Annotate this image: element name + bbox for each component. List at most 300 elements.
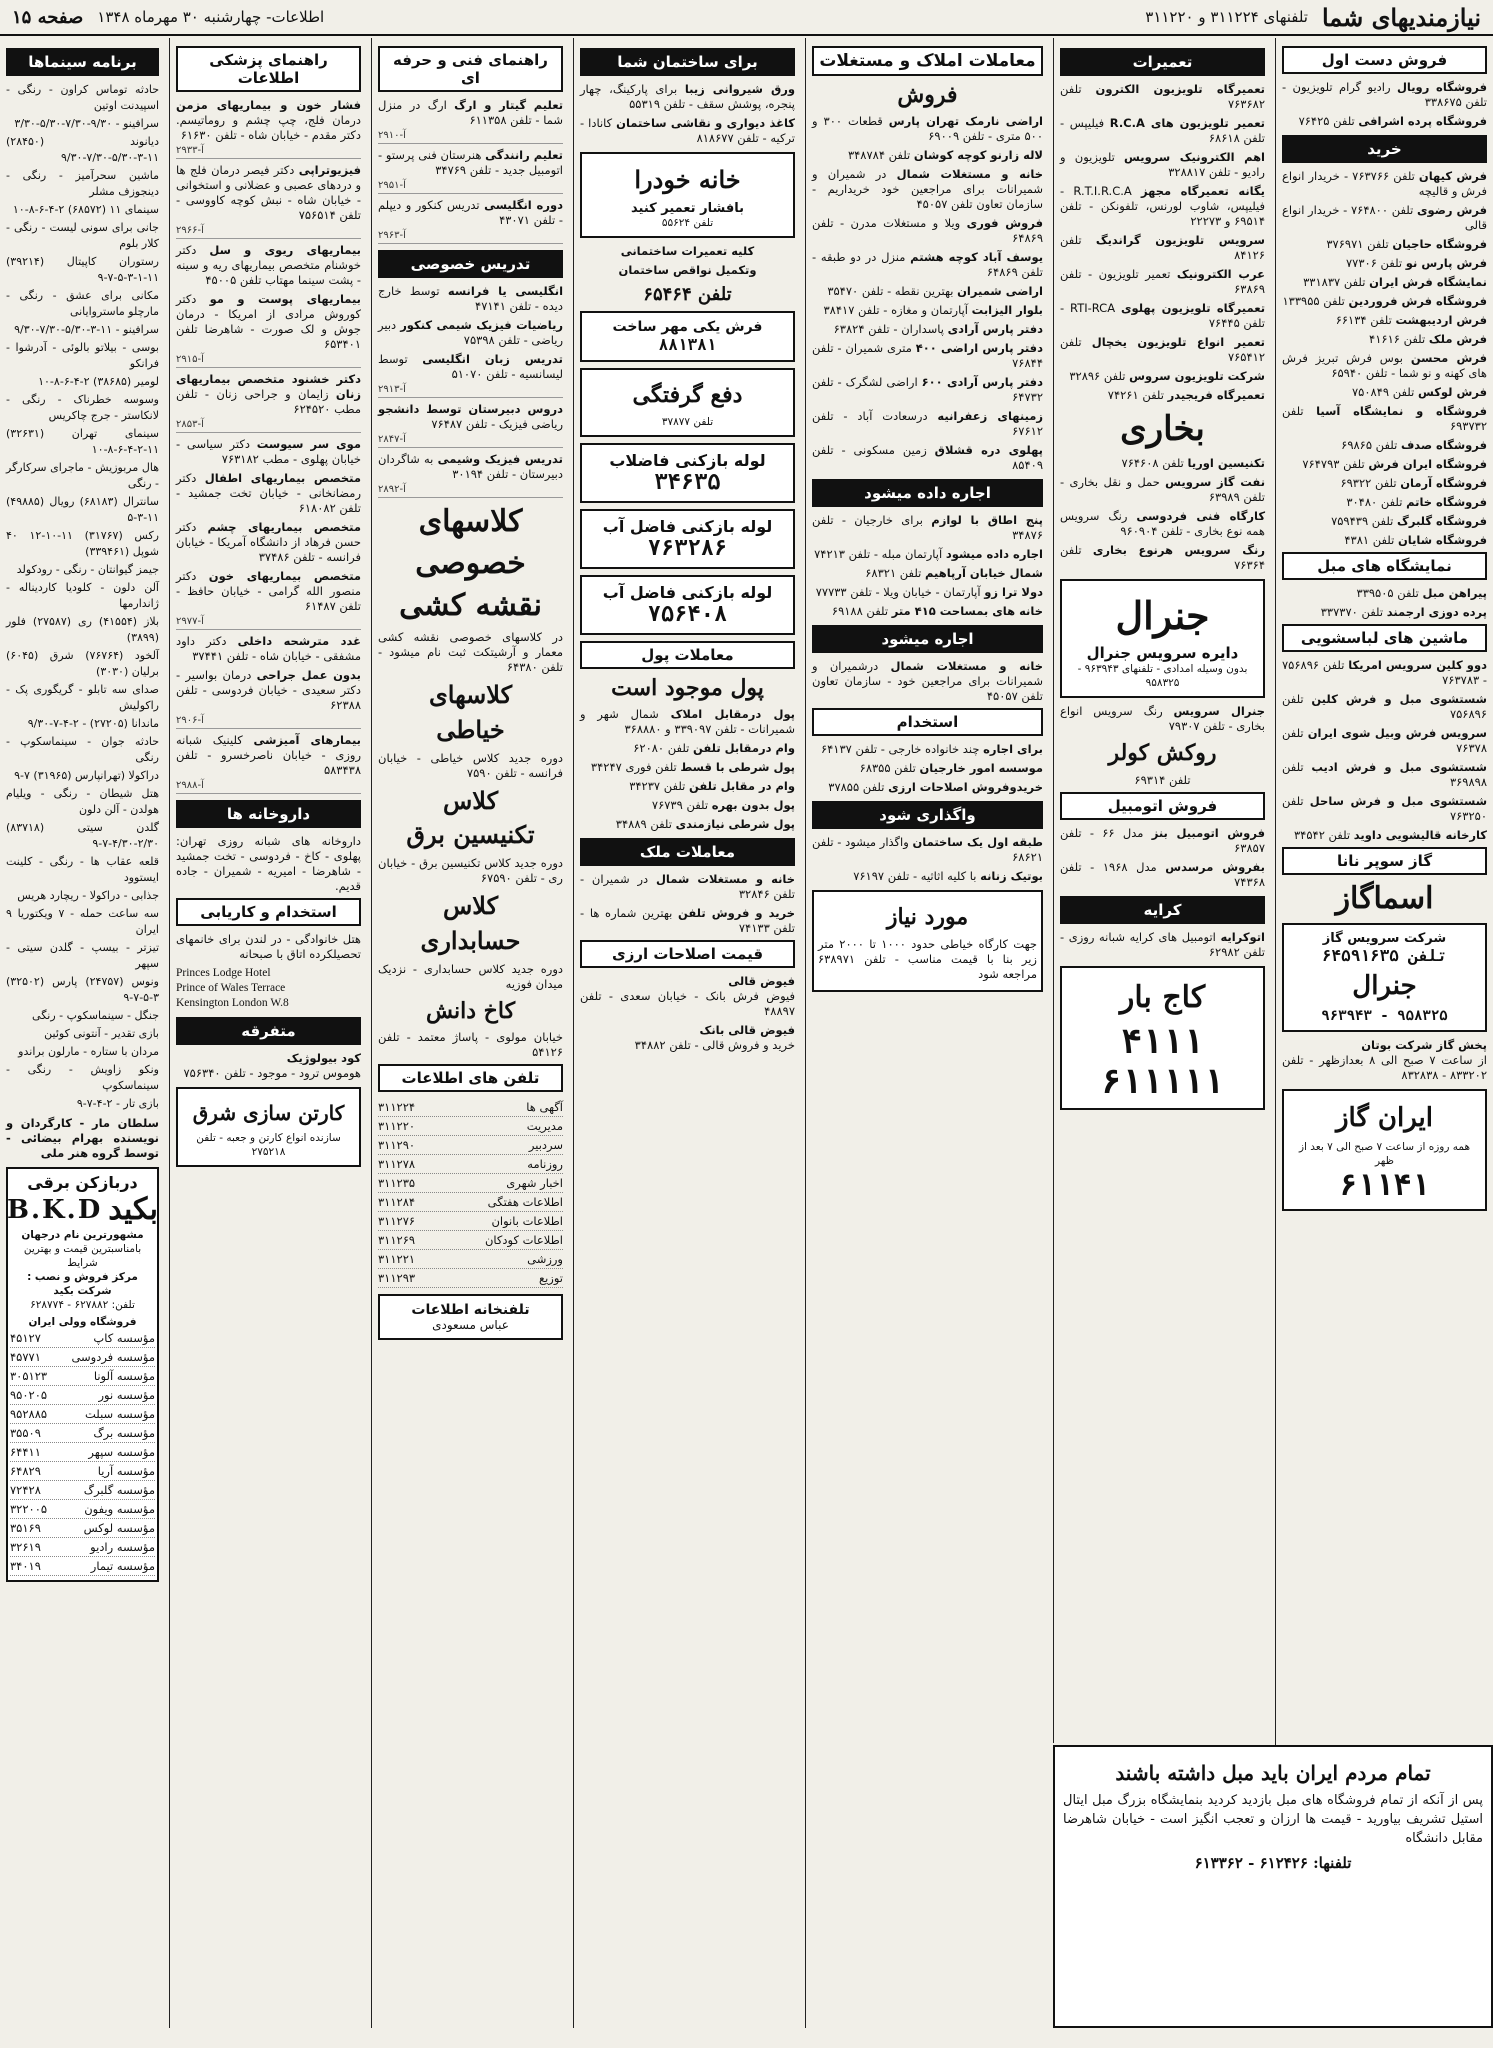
drain-phone-2: ۷۶۳۲۸۶ <box>647 535 728 561</box>
rent-out-ad-body: تلفن ۶۸۳۲۱ <box>865 566 922 581</box>
heater-ad <box>1060 475 1265 505</box>
rent-out-ad-body: آپارتمان مبله - تلفن ۷۴۲۱۳ <box>814 547 943 562</box>
real-estate-ad-title: فروش فوری <box>966 216 1044 231</box>
carpet-buy-ad-title: فرش کیهان <box>1418 169 1487 183</box>
carpet-buy-ad-body: تلفن ۷۶۳۷۶۶ - خریدار انواع فرش و قالیچه <box>1282 169 1487 198</box>
rent-out-ad-title: خانه های بمساحت ۴۱۵ متر <box>891 604 1043 619</box>
carpet-buy-ad-body: تلفن ۷۵۰۸۴۹ <box>1352 385 1415 399</box>
tutoring-ad-ref: ۲۸۹۲-آ <box>378 484 563 498</box>
carpet-buy-ad-body: تلفن ۷۶۴۷۹۳ <box>1302 457 1365 471</box>
home-repair-title: خانه خودرا <box>634 165 741 194</box>
furniture-ad-body: تلفن ۳۳۹۵۰۵ <box>1356 586 1419 600</box>
real-estate-ad-body: زمین مسکونی - تلفن ۸۵۴۰۹ <box>812 443 1043 473</box>
phonebook-row <box>378 1250 563 1269</box>
cinema-listing: هتل شیطان - رنگی - ویلیام هولدن - آلن دلون <box>6 787 159 816</box>
cinema-listing: سه ساعت حمله - ۷ ویکتوریا ۹ ایران <box>6 907 160 936</box>
carpet-buy-ad-title: فروشگاه خاتم <box>1406 495 1487 509</box>
real-estate-ad <box>812 303 1043 318</box>
agent-phone: ۷۲۴۲۸ <box>10 1483 41 1497</box>
bank-title: فیوض قالی بانک <box>699 1023 795 1038</box>
medical-ad-ref: ۲۹۷۷-آ <box>176 616 361 630</box>
carpet-buy-ad <box>1282 351 1487 381</box>
building-ad-body: کانادا - ترکیه - تلفن ۸۱۸۶۷۷ <box>580 116 795 145</box>
general-service-body: رنگ سرویس انواع بخاری - تلفن ۷۹۳۰۷ <box>1060 704 1265 734</box>
real-estate-ad-title: دفتر پارس آرادی <box>947 322 1043 337</box>
real-estate-ad-title: زمینهای زعفرانیه <box>937 409 1044 424</box>
agent-phone: ۳۲۶۱۹ <box>10 1540 41 1554</box>
sell-ad-body: تلفن ۷۶۴۲۵ <box>1298 114 1355 128</box>
medical-ad <box>176 569 361 614</box>
phonebook-phone: ۳۱۱۲۲۱ <box>378 1252 416 1267</box>
repair-ad-body: R.T.I.R.C.A - فیلیپس، شاوب لورنس، تلفونکن - تلفن ۶۹۵۱۴ و ۲۲۲۷۳ <box>1060 184 1265 228</box>
class-note-2: دوره جدید کلاس خیاطی - خیابان فرانسه - تلفن ۷۵۹۰ <box>378 750 563 780</box>
medical-ad-body: دکتر داود مشفقی - خیابان شاه - تلفن ۳۷۴۴۱ <box>176 634 361 663</box>
wash-ad-body: تلفن ۳۴۵۴۲ <box>1293 828 1351 842</box>
carpet-buy-ad-title: فرش ملک <box>1428 332 1487 346</box>
cinema-listing: سینمای تهران (۳۲۶۳۱) ۱۱-۲-۴-۶-۸-۱۰ <box>6 427 159 456</box>
agent-phone: ۳۵۵۰۹ <box>10 1426 41 1440</box>
cinema-listing: هال مربوزیش - ماجرای سرکارگر - رنگی <box>6 461 159 490</box>
carpet-buy-ad-body: تلفن ۳۳۱۸۳۷ <box>1303 275 1366 289</box>
phonebook-phone: ۳۱۱۲۹۰ <box>378 1138 416 1153</box>
property-ad-body: بهترین شماره ها - تلفن ۷۴۱۳۳ <box>580 906 795 936</box>
repair-ad-body: تلفن ۷۶۳۶۸۲ <box>1060 82 1265 111</box>
repair-ad-body: RTI-RCA - تلفن ۷۶۴۴۵ <box>1060 301 1265 330</box>
employment-ad-title: برای اجاره <box>983 742 1043 757</box>
rent-out-ad-body: برای خارجیان - تلفن ۳۴۸۷۶ <box>812 513 1043 543</box>
kaj-bar-title: کاج بار <box>1119 979 1206 1015</box>
carpet-buy-ad <box>1282 332 1487 347</box>
money-ad-body: شمال شهر و شمیرانات - تلفن ۳۳۹۰۹۷ و ۳۶۸۸۸۰ <box>580 707 795 737</box>
carpet-buy-ad-title: فروشگاه و نمایشگاه آسیا <box>1316 404 1487 418</box>
class-note-3: دوره جدید کلاس تکنیسین برق - خیابان ری - تلفن ۶۷۵۹۰ <box>378 856 563 886</box>
needs-title: نیازمندیهای شما <box>1321 2 1481 32</box>
repair-ad-title: عرب الکترونیک <box>1176 267 1265 281</box>
repairs-header: تعمیرات <box>1060 48 1265 76</box>
tutoring-ad-body: ریاضی فیزیک - تلفن ۷۶۴۸۷ <box>431 417 563 431</box>
repair-ad-body: تلفن ۷۴۲۶۱ <box>1107 388 1164 402</box>
phonebook-row <box>378 1136 563 1155</box>
sell-ad-title: فروشگاه رویال <box>1396 80 1487 94</box>
carpet-header: قیمت اصلاحات ارزی <box>580 940 795 968</box>
building-ad-title: ورق شیروانی زیبا <box>684 82 795 96</box>
carton-title: کارتن سازی شرق <box>192 1101 345 1125</box>
building-repair-body: وتکمیل نواقص ساختمان <box>618 262 757 277</box>
rent-out-header: اجاره داده میشود <box>812 479 1043 507</box>
phonebook-row <box>378 1193 563 1212</box>
repair-ad <box>1060 335 1265 365</box>
phonebook-row <box>378 1117 563 1136</box>
pest-title: دفع گرفتگی <box>632 382 743 409</box>
agent-row <box>10 1500 155 1519</box>
cinema-listing: رکس (۳۱۷۶۷) ۱۱-۱۰-۱۲ ۴۰ شوپل (۳۳۹۴۶۱) <box>6 529 159 558</box>
medical-ad <box>176 98 361 143</box>
real-estate-ad <box>812 409 1043 439</box>
cooler-body: تلفن ۶۹۳۱۴ <box>1134 772 1191 787</box>
carpet-body: فیوض فرش بانک - خیابان سعدی - تلفن ۴۸۸۹۷ <box>580 989 795 1019</box>
medical-ad-title: متخصص بیماریهای اطفال <box>204 471 361 485</box>
real-estate-ad-title: دفتر پارس اراضی ۴۰۰ <box>915 341 1043 356</box>
repair-ad-title: تعمیرگاه فریجیدر <box>1167 388 1265 402</box>
medical-ad-ref: ۲۹۶۶-آ <box>176 225 361 239</box>
medical-ad-body: درمان بواسیر - دکتر سعیدی - خیابان فردوسی - تلفن ۶۲۳۸۸ <box>176 668 361 712</box>
column-buy-sell <box>1275 38 1493 2028</box>
bkd-line-1: مشهورترین نام درجهان <box>21 1229 144 1241</box>
repair-ad <box>1060 184 1265 229</box>
transfer-ad <box>812 835 1043 865</box>
carpet-buy-ad-title: فرش پارس نو <box>1405 256 1487 270</box>
real-estate-ad-title: بلوار الیزابت <box>971 303 1043 318</box>
phonebook-name: اخبار شهری <box>506 1176 563 1191</box>
general-gas-title: جنرال <box>1352 971 1417 1001</box>
carpet-buy-ad <box>1282 457 1487 472</box>
real-estate-ad <box>812 375 1043 405</box>
iran-gas-title: ایران گاز <box>1335 1103 1434 1134</box>
carpet-buy-ad-body: تلفن ۷۵۹۴۳۹ <box>1331 514 1394 528</box>
phonebook-name: اطلاعات هفتگی <box>487 1195 563 1210</box>
general-title: جنرال <box>1115 592 1210 638</box>
needed-body: جهت کارگاه خیاطی حدود ۱۰۰۰ تا ۲۰۰۰ متر زیر بنا با قیمت مناسب - تلفن ۶۳۸۹۷۱ مراجعه شود <box>818 936 1037 981</box>
class-title-2: خصوصی <box>415 546 526 581</box>
hotel-english-1: Princes Lodge Hotel <box>176 967 271 979</box>
property-ad-title: خرید و فروش تلفن <box>678 906 795 921</box>
column-repairs <box>1053 38 1271 1743</box>
wash-ad-body: تلفن ۷۵۶۸۹۶ <box>1282 692 1487 721</box>
cinema-listing: قلعه عقاب ها - رنگی - کلینت ایستوود <box>6 855 159 884</box>
column-medical <box>169 38 367 2028</box>
car-rent-ad-title: اتوکرایه <box>1220 929 1265 944</box>
carpet-buy-ad-title: فروشگاه گلبرگ <box>1397 514 1487 528</box>
gas-service-title: شرکت سرویس گاز <box>1322 931 1447 946</box>
stamp-phone: ۸۸۱۳۸۱ <box>658 335 717 355</box>
agent-row <box>10 1443 155 1462</box>
column-building <box>573 38 801 2028</box>
agent-row <box>10 1557 155 1576</box>
car-rent-ad-body: اتومبیل های کرایه شبانه روزی - تلفن ۶۲۹۸۲ <box>1060 929 1265 959</box>
money-title: پول موجود است <box>611 674 764 701</box>
real-estate-ad-body: در شمیران و شمیرانات برای مراجعین خود خریداریم - سازمان تعاون تلفن ۴۵۰۵۷ <box>812 167 1043 212</box>
tutoring-header: تدریس خصوصی <box>378 250 563 278</box>
real-estate-ad <box>812 322 1043 337</box>
repair-ad-title: اهم الکترونیک سرویس <box>1124 150 1265 164</box>
wash-ad <box>1282 658 1487 688</box>
carpet-buy-ad-body: بوس فرش تبریز فرش های کهنه و نو شما - تلفن ۶۵۹۴۰ <box>1282 351 1487 380</box>
carpet-buy-ad <box>1282 385 1487 400</box>
medical-ad-title: بیماریهای ریوی و سل <box>209 243 361 257</box>
agent-row <box>10 1329 155 1348</box>
carpet-buy-ad-body: تلفن ۷۷۳۰۶ <box>1345 256 1403 270</box>
telephone-exchange-title: تلفنخانه اطلاعات <box>411 1302 530 1319</box>
general-service-ad <box>1060 704 1265 734</box>
employment-ad-title: خریدوفروش اصلاحات ارزی <box>888 780 1043 795</box>
cinema-listing: بوسی - بیلاتو بالوئی - آدرشوا - فرانکو <box>6 341 159 370</box>
needed-title: مورد نیاز <box>886 904 969 931</box>
repair-ad-body: تلفن ۷۶۵۴۱۲ <box>1060 335 1265 364</box>
pharmacy-text: داروخانه های شبانه روزی تهران: پهلوی - کاخ - فردوسی - تخت جمشید - شاهرضا - امیریه - شمیران - جاده قدیم. <box>176 834 361 893</box>
wash-ad-title: کارخانه قالیشویی داوید <box>1353 828 1487 842</box>
repair-ad-title: تعمیر تلویزیون های R.C.A <box>1109 116 1266 130</box>
education-ad-body: ارگ در منزل شما - تلفن ۶۱۱۳۵۸ <box>378 98 563 127</box>
carpet-buy-ad-title: فروشگاه صدف <box>1400 438 1487 452</box>
wash-ad-body: تلفن ۷۶۳۷۸ <box>1282 726 1487 755</box>
cinema-listing: ماندانا (۲۷۲۰۵) - ۲-۴-۷-۹/۳۰ <box>27 717 159 730</box>
real-estate-ad <box>812 443 1043 473</box>
tutoring-ad-body: به شاگردان دبیرستان - تلفن ۳۰۱۹۴ <box>378 452 563 481</box>
cinema-listing: بازی تقدیر - آنتونی کوئین <box>44 1027 159 1040</box>
tutoring-ad-ref: ۲۸۴۷-آ <box>378 434 563 448</box>
pharmacy-header: داروخانه ها <box>176 800 361 828</box>
rent-out-ad <box>812 585 1043 600</box>
general-ad <box>1060 579 1265 699</box>
tutoring-ad <box>378 284 563 314</box>
real-estate-ad <box>812 250 1043 280</box>
class-title-1: کلاسهای <box>418 504 523 539</box>
wash-ad-title: شستشوی مبل و فرش ساحل <box>1309 794 1488 808</box>
heater-title: بخاری <box>1120 409 1205 449</box>
medical-ad <box>176 733 361 778</box>
cinema-footer-note: سلطان مار - کارگردان و نویسنده بهرام بیضائی - توسط گروه هنر ملی <box>6 1116 159 1160</box>
real-estate-ad <box>812 114 1043 144</box>
carpet-buy-ad <box>1282 203 1487 233</box>
education-ad <box>378 198 563 228</box>
real-estate-ad-title: لاله زارنو کوچه کوشان <box>913 148 1043 163</box>
rent-in-ad-title: خانه و مستغلات شمال <box>890 659 1043 674</box>
medical-ad-body: دکتر حسن فرهاد از دانشگاه آمریکا - خیابان فرانسه - تلفن ۳۷۴۸۶ <box>176 520 361 564</box>
agent-name: مؤسسه نور <box>98 1388 155 1402</box>
agent-row <box>10 1367 155 1386</box>
medical-ad-ref: ۲۹۰۶-آ <box>176 715 361 729</box>
carpet-buy-ad-body: تلفن ۴۳۸۱ <box>1344 533 1395 547</box>
real-estate-ad-body: اراضی لشگرک - تلفن ۶۴۷۳۲ <box>812 375 1043 405</box>
repair-ad <box>1060 82 1265 112</box>
money-ad <box>580 741 795 756</box>
iran-gas-note: همه روزه از ساعت ۷ صبح الی ۷ بعد از ظهر <box>1298 1141 1471 1168</box>
transfer-ad-title: طبقه اول یک ساختمان <box>912 835 1044 850</box>
car-sale-header: فروش اتومبیل <box>1060 792 1265 820</box>
column-real-estate <box>805 38 1049 2028</box>
real-estate-ad-body: تلفن ۳۴۸۷۸۴ <box>847 148 911 163</box>
repair-ad <box>1060 233 1265 263</box>
medical-ad <box>176 520 361 565</box>
bkd-phone-label: تلفن: <box>111 1299 135 1311</box>
real-estate-ad <box>812 216 1043 246</box>
car-sale-ad-title: بفروش مرسدس <box>1165 859 1265 874</box>
real-estate-ad <box>812 167 1043 212</box>
agent-row <box>10 1481 155 1500</box>
education-header: راهنمای فنی و حرفه ای <box>378 46 563 92</box>
rent-in-header: اجاره میشود <box>812 625 1043 653</box>
building-header: برای ساختمان شما <box>580 48 795 76</box>
medical-ad-title: بدون عمل جراحی <box>256 668 361 682</box>
medical-ad-title: غدد مترشحه داخلی <box>237 634 361 648</box>
heater-ad-body: حمل و نقل بخاری - تلفن ۶۳۹۸۹ <box>1060 474 1265 504</box>
heater-ad-title: تکنیسین اوریا <box>1187 455 1265 470</box>
money-ad <box>580 798 795 813</box>
building-ad-body: برای پارکینگ، چهار پنجره، پوشش سقف - تلفن ۵۵۳۱۹ <box>580 82 795 111</box>
medical-ad-title: فیزیوتراپی <box>298 163 361 177</box>
rent-out-ad-title: شمال خیابان آرپاهیم <box>925 566 1043 581</box>
botan-title: پخش گاز شرکت بوتان <box>1361 1038 1487 1053</box>
money-ad-title: وام در مقابل تلفن <box>689 779 795 794</box>
building-ad <box>580 116 795 146</box>
agent-row <box>10 1424 155 1443</box>
real-estate-ad-body: متری شمیران - تلفن ۷۶۸۴۴ <box>812 341 1043 371</box>
phonebook-phone: ۳۱۱۲۲۰ <box>378 1119 416 1134</box>
phonebook-name: روزنامه <box>527 1157 563 1172</box>
money-ad <box>580 779 795 794</box>
medical-ad-body: دکتر کوروش مرادی از امریکا - درمان جوش و لک صورت - شاهرضا تلفن ۶۵۳۴۰۱ <box>176 292 361 351</box>
heater-ad-body: تلفن ۷۶۴۶۰۸ <box>1121 455 1184 470</box>
agent-phone: ۹۵۲۸۸۵ <box>10 1407 48 1421</box>
cinema-listing: بلاز (۴۱۵۵۴) ری (۲۷۵۸۷) فلور (۳۸۹۹) <box>6 615 160 644</box>
fertilizer-ad <box>176 1051 361 1081</box>
kaj-bar-ad <box>1060 966 1265 1110</box>
wash-header: ماشین های لباسشویی <box>1282 624 1487 652</box>
drain-title-2: لوله بازکنی فاضل آب <box>602 516 773 536</box>
medical-ad-body: دکتر منصور الله گرامی - خیابان حافظ - تلفن ۶۱۴۸۷ <box>176 569 361 613</box>
carpet-buy-ad-body: تلفن ۷۶۴۸۰۰ - خریدار انواع قالی <box>1282 203 1487 232</box>
rent-out-ad <box>812 604 1043 619</box>
drain-ad-3 <box>580 575 795 635</box>
rent-out-ad-body: تلفن ۶۹۱۸۸ <box>831 604 889 619</box>
repair-ad <box>1060 267 1265 297</box>
repair-ad-body: تلفن ۳۲۸۹۶ <box>1069 369 1126 383</box>
fertilizer-title: کود بیولوژیک <box>286 1051 361 1065</box>
sell-ad <box>1282 80 1487 110</box>
agent-phone: ۴۵۷۷۱ <box>10 1350 41 1364</box>
home-repair-sub: بافشار تعمیر کنید <box>631 200 744 216</box>
tutoring-ad-body: توسط لیسانسیه - تلفن ۵۱۰۷۰ <box>378 352 563 381</box>
medical-ad <box>176 163 361 223</box>
money-ad-body: تلفن فوری ۳۴۲۴۷ <box>590 760 677 775</box>
real-estate-ad-title: پهلوی دره قشلاق <box>934 443 1044 458</box>
cinema-listing: تیزتر - بیسپ - گلدن سیتی - سپهر <box>6 941 159 970</box>
furniture-ad-title: پرده دوزی ارجمند <box>1386 605 1487 619</box>
accounting-title-1: کلاس <box>442 891 499 921</box>
needs-phones: تلفنهای ۳۱۱۲۲۴ و ۳۱۱۲۲۰ <box>1145 8 1308 26</box>
tailoring-title-1: کلاسهای <box>428 680 512 709</box>
education-ad-title: دوره انگلیسی <box>484 198 563 212</box>
wash-ad <box>1282 794 1487 824</box>
telephone-exchange-body: عباس مسعودی <box>432 1318 509 1333</box>
wash-ad-body: تلفن ۷۵۶۸۹۶ - ۷۶۳۷۸۳ <box>1282 658 1487 687</box>
cinema-listing: دیانوند (۲۸۴۵۰) ۱۱-۳-۵/۳۰-۷/۳۰-۹/۳۰ <box>6 135 159 164</box>
carpet-buy-ad-title: فرش اردیبهشت <box>1395 313 1487 327</box>
phonebook-name: اطلاعات بانوان <box>491 1214 563 1229</box>
phonebook-phone: ۳۱۱۲۲۴ <box>378 1100 416 1115</box>
repair-ad-body: تعمیر تلویزیون - تلفن ۶۳۸۶۹ <box>1060 267 1265 296</box>
carpet-buy-ad-body: تلفن ۶۹۸۶۵ <box>1341 438 1398 452</box>
sell-ad-title: فروشگاه پرده اشرافی <box>1358 114 1487 128</box>
bank-body: خرید و فروش قالی - تلفن ۳۴۸۸۲ <box>634 1038 795 1053</box>
repair-ad <box>1060 369 1265 384</box>
drain-phone-3: ۷۵۶۴۰۸ <box>647 601 728 627</box>
botan-ad <box>1282 1038 1487 1083</box>
phonebook-phone: ۳۱۱۲۸۴ <box>378 1195 416 1210</box>
tutoring-ad-title: تدریس فیزیک وشیمی <box>437 452 563 466</box>
cinema-listing: سانترال (۶۸۱۸۳) رویال (۴۹۸۸۵) ۱۱-۳-۵ <box>6 495 160 524</box>
agent-phone: ۹۵۰۲۰۵ <box>10 1388 48 1402</box>
carpet-buy-ad-body: تلفن ۴۱۶۱۶ <box>1369 332 1426 346</box>
real-estate-ad-body: منزل در دو طبقه - تلفن ۶۴۸۶۹ <box>812 250 1043 280</box>
tutoring-ad-title: انگلیسی یا فرانسه <box>447 284 564 298</box>
medical-ad-body: زایمان و جراحی زنان - تلفن مطب ۶۲۴۵۲۰ <box>176 387 361 416</box>
medical-ad-body: درمان فلج، چپ چشم و روماتیسم. دکتر مقدم - خیابان شاه - تلفن ۶۱۶۳۰ <box>176 113 361 142</box>
carton-body: سازنده انواع کارتن و جعبه - تلفن ۲۷۵۲۱۸ <box>196 1132 341 1158</box>
tutoring-ad-title: تدریس زبان انگلیسی <box>422 352 563 366</box>
education-ad-title: تعلیم رانندگی <box>485 148 563 162</box>
kaj-bar-phone-2: ۶۱۱۱۱۱ <box>1101 1061 1224 1102</box>
cinema-listing: آلن دلون - کلودیا کاردیناله - ژاندارمها <box>6 581 159 610</box>
carpet-buy-ad-title: فرش لوکس <box>1417 385 1487 399</box>
building-repair-phone: تلفن ۶۵۴۶۴ <box>643 283 732 305</box>
wash-ad-title: شستشوی مبل و فرش کلین <box>1311 692 1487 706</box>
misc-header: متفرقه <box>176 1017 361 1045</box>
wash-ad-body: تلفن ۳۶۹۸۹۸ <box>1282 760 1487 789</box>
money-ad-title: پول شرطی با قسط <box>680 760 795 775</box>
repair-ad-body: فیلیپس - تلفن ۶۸۶۱۸ <box>1060 116 1265 145</box>
general-subtitle: دایره سرویس جنرال <box>1086 644 1239 663</box>
home-repair-ad <box>580 152 795 238</box>
pest-ad <box>580 368 795 436</box>
repair-ad-title: شرکت تلویزیون سروس <box>1129 369 1265 383</box>
phonebook-name: توزیع <box>538 1271 563 1286</box>
carpet-buy-ad <box>1282 169 1487 199</box>
cooler-title: روکش کولر <box>1108 740 1217 767</box>
carpet-buy-ad-body: تلفن ۶۹۳۷۳۲ <box>1282 404 1487 433</box>
transfer-ad-body: واگذار میشود - تلفن ۶۸۶۲۱ <box>812 835 1043 865</box>
needed-ad <box>812 890 1043 991</box>
rent-out-ad-title: دولا ترا زو <box>984 585 1043 600</box>
wash-ad <box>1282 726 1487 756</box>
drain-title-1: لوله بازکنی فاضلاب <box>609 450 766 470</box>
medical-ad-title: بیمارهای آمیزشی <box>253 733 362 747</box>
tutoring-ad-title: دروس دبیرستان توسط دانشجو <box>378 402 563 416</box>
cinema-listing: جیمز گیوانتان - رنگی - رودکولد <box>16 563 159 576</box>
carpet-buy-ad-body: تلفن ۶۹۳۲۲ <box>1340 476 1397 490</box>
transfer-ad-title: بوتیک زنانه <box>980 869 1043 884</box>
drain-phone-1: ۳۴۶۳۵ <box>654 469 721 495</box>
furniture-ad-body: تلفن ۳۳۷۳۷۰ <box>1320 605 1384 619</box>
money-ad-body: تلفن ۶۲۰۸۰ <box>633 741 690 756</box>
bkd-agents-title: فروشگاه وولی ایران <box>28 1316 137 1328</box>
money-ad-body: تلفن ۳۴۲۳۷ <box>629 779 686 794</box>
cinema-listing: لومیر (۳۸۶۸۵) ۲-۴-۶-۸-۱۰ <box>38 375 159 388</box>
building-ad-title: کاغذ دیواری و نقاشی ساختمان <box>616 116 795 130</box>
education-ad-ref: ۲۹۶۳-آ <box>378 230 563 244</box>
cinema-header: برنامه سینماها <box>6 48 159 76</box>
rent-out-ad-title: پنج اطاق با لوازم <box>931 513 1044 528</box>
medical-ad-title: دکتر خشنود متخصص بیماریهای زنان <box>176 372 361 401</box>
bkd-line-3: مرکز فروش و نصب : شرکت بکید <box>27 1271 138 1297</box>
repair-ad <box>1060 150 1265 180</box>
medical-ad-title: موی سر سیوست <box>256 437 362 451</box>
bkd-line-2: بامناسبترین قیمت و بهترین شرایط <box>23 1243 142 1269</box>
agent-name: مؤسسه سبلت <box>84 1407 155 1421</box>
stamp-title: فرش یکی مهر ساخت <box>612 319 763 336</box>
iran-gas-phone: ۶۱۱۴۱ <box>1339 1168 1430 1204</box>
real-estate-ad-body: ویلا و مستغلات مدرن - تلفن ۶۴۸۶۹ <box>812 216 1043 246</box>
rent-out-ad <box>812 513 1043 543</box>
phonebook-phone: ۳۱۱۲۷۸ <box>378 1157 416 1172</box>
property-ad-body: در شمیران - تلفن ۳۲۸۴۶ <box>580 872 795 902</box>
agent-phone: ۶۴۴۱۱ <box>10 1445 41 1459</box>
carpet-title: فیوض قالی <box>728 974 795 989</box>
heater-ad <box>1060 543 1265 573</box>
money-ad-title: وام درمقابل تلفن <box>693 741 795 756</box>
cinema-listing: سینمای ۱۱ (۶۸۵۷۲) ۲-۴-۶-۸-۱۰ <box>12 203 159 216</box>
wash-ad <box>1282 828 1487 843</box>
